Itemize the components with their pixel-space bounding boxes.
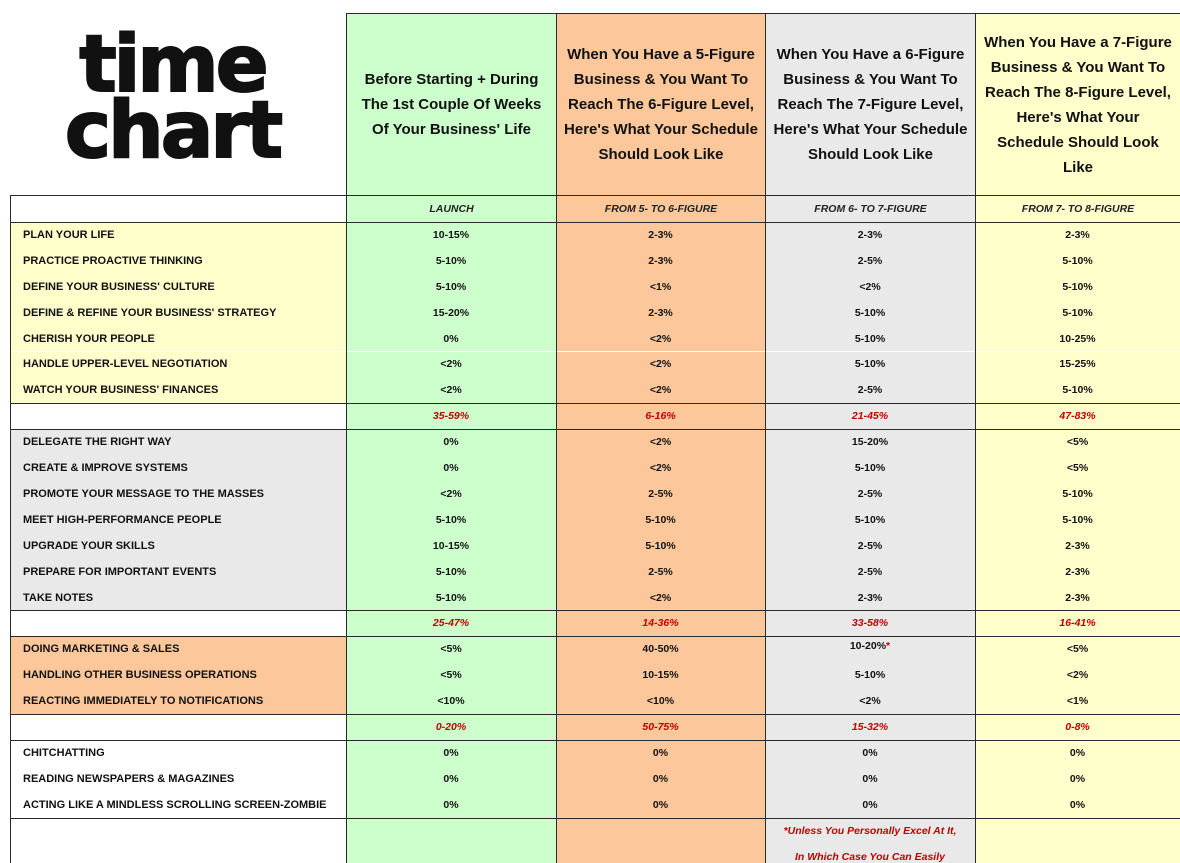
value-text: <10% — [646, 695, 675, 708]
row-value — [765, 740, 975, 766]
row-value — [975, 352, 1180, 378]
value-text: 2-3% — [1065, 539, 1090, 552]
value-text: <2% — [649, 436, 672, 449]
footer-cell — [346, 818, 556, 863]
row-label: DOING MARKETING & SALES — [10, 636, 346, 662]
row-value — [556, 636, 765, 662]
row-value — [975, 248, 1180, 274]
row-value — [975, 636, 1180, 662]
row-value — [346, 377, 556, 403]
value-text: 0% — [443, 798, 459, 811]
row-label: CHITCHATTING — [10, 740, 346, 766]
row-value — [765, 377, 975, 403]
grid-line — [10, 403, 1180, 404]
value-text: 5-10% — [1062, 254, 1093, 267]
footnote-marker: * — [886, 640, 891, 653]
footnote-text: *Unless You Personally Excel At It, — [783, 824, 957, 837]
row-label: MEET HIGH-PERFORMANCE PEOPLE — [10, 507, 346, 533]
row-label: HANDLE UPPER-LEVEL NEGOTIATION — [10, 352, 346, 378]
row-value — [346, 326, 556, 352]
value-text: 2-3% — [857, 228, 883, 241]
row-value — [346, 740, 556, 766]
footer-label-blank — [10, 818, 346, 863]
value-text: 5-10% — [1062, 513, 1093, 526]
value-text: <2% — [649, 591, 672, 604]
row-value — [346, 688, 556, 714]
logo-word-chart: chart — [64, 85, 281, 176]
value-text: 0% — [443, 772, 459, 785]
value-text: 10-15% — [642, 669, 679, 682]
row-value — [556, 481, 765, 507]
value-text: 2-5% — [857, 254, 883, 267]
row-value — [556, 662, 765, 688]
subtotal-value: 47-83% — [975, 403, 1180, 429]
row-value — [346, 792, 556, 818]
row-value — [975, 222, 1180, 248]
row-value — [346, 533, 556, 559]
value-text: 2-5% — [857, 384, 883, 397]
subtotal-value: 14-36% — [556, 611, 765, 637]
row-value — [975, 585, 1180, 611]
row-label: HANDLING OTHER BUSINESS OPERATIONS — [10, 662, 346, 688]
grid-line — [10, 740, 1180, 741]
value-text: <5% — [440, 669, 462, 682]
value-text: 15-20% — [432, 306, 470, 319]
row-value — [346, 352, 556, 378]
row-value — [346, 222, 556, 248]
value-text: <5% — [1066, 462, 1089, 475]
value-text: <2% — [649, 462, 672, 475]
value-text: 0% — [443, 436, 459, 449]
row-label: TAKE NOTES — [10, 585, 346, 611]
row-label: UPGRADE YOUR SKILLS — [10, 533, 346, 559]
value-text: 0% — [652, 746, 669, 759]
row-label: READING NEWSPAPERS & MAGAZINES — [10, 766, 346, 792]
footnote-cell — [765, 818, 975, 863]
row-value — [556, 222, 765, 248]
grid-line — [10, 714, 1180, 715]
row-value — [346, 455, 556, 481]
value-text: 2-3% — [1065, 565, 1090, 578]
value-text: 2-3% — [648, 306, 673, 319]
value-text: 10-20% — [849, 640, 887, 653]
grid-line — [10, 818, 1180, 819]
value-text: 2-5% — [857, 539, 883, 552]
column-header: When You Have a 6-Figure Business & You Want To Reach The 7-Figure Level, Here's What Your Schedule Should Look Like — [765, 13, 975, 195]
row-value — [765, 352, 975, 378]
value-text: 5-10% — [645, 539, 676, 552]
row-label: ACTING LIKE A MINDLESS SCROLLING SCREEN-ZOMBIE — [10, 792, 346, 818]
value-text: 0% — [1069, 798, 1086, 811]
row-value — [975, 429, 1180, 455]
row-value — [765, 766, 975, 792]
subtotal-value: 6-16% — [556, 403, 765, 429]
row-label: WATCH YOUR BUSINESS' FINANCES — [10, 377, 346, 403]
value-text: <5% — [1066, 436, 1089, 449]
subtotal-value: 15-32% — [765, 714, 975, 740]
value-text: 0% — [862, 746, 878, 759]
row-value — [556, 377, 765, 403]
row-label: PREPARE FOR IMPORTANT EVENTS — [10, 559, 346, 585]
column-header: Before Starting + During The 1st Couple Of Weeks Of Your Business' Life — [346, 13, 556, 195]
value-text: <1% — [1066, 695, 1089, 708]
row-value — [346, 481, 556, 507]
row-value — [975, 662, 1180, 688]
value-text: <2% — [859, 695, 881, 708]
footer-cell — [975, 818, 1180, 863]
value-text: 10-15% — [432, 228, 470, 241]
value-text: 5-10% — [1062, 306, 1093, 319]
row-value — [556, 740, 765, 766]
row-value — [765, 559, 975, 585]
subtotal-value: 50-75% — [556, 714, 765, 740]
value-text: 5-10% — [435, 254, 467, 267]
row-value — [765, 222, 975, 248]
row-value — [975, 481, 1180, 507]
row-label: CREATE & IMPROVE SYSTEMS — [10, 455, 346, 481]
row-value — [346, 300, 556, 326]
value-text: 5-10% — [1062, 384, 1093, 397]
row-value — [556, 559, 765, 585]
row-value — [765, 636, 975, 662]
row-value — [975, 507, 1180, 533]
value-text: 2-3% — [1065, 228, 1090, 241]
value-text: 5-10% — [854, 669, 886, 682]
value-text: <2% — [859, 280, 881, 293]
subheader-label-blank — [10, 196, 346, 222]
subtotal-value: 33-58% — [765, 611, 975, 637]
row-value — [346, 766, 556, 792]
row-value — [556, 326, 765, 352]
row-value — [556, 248, 765, 274]
value-text: <5% — [440, 643, 462, 656]
grid-line — [10, 429, 1180, 430]
value-text: 0% — [1069, 746, 1086, 759]
row-value — [556, 533, 765, 559]
row-value — [765, 688, 975, 714]
subtotal-value: 0-8% — [975, 714, 1180, 740]
row-value — [765, 274, 975, 300]
row-value — [975, 559, 1180, 585]
grid-line-top — [346, 13, 1180, 14]
grid-line-vertical — [10, 195, 11, 863]
subtotal-value: 0-20% — [346, 714, 556, 740]
row-value — [346, 636, 556, 662]
value-text: 0% — [443, 746, 459, 759]
row-value — [556, 792, 765, 818]
value-text: 2-3% — [1065, 591, 1090, 604]
value-text: 5-10% — [854, 358, 886, 371]
row-value — [975, 792, 1180, 818]
subtotal-value: 35-59% — [346, 403, 556, 429]
value-text: 0% — [1069, 772, 1086, 785]
row-value — [346, 585, 556, 611]
value-text: <2% — [440, 487, 462, 500]
value-text: 15-25% — [1059, 358, 1096, 371]
value-text: <5% — [1066, 643, 1089, 656]
subtotal-label-blank — [10, 403, 346, 429]
row-value — [765, 248, 975, 274]
value-text: <10% — [437, 695, 465, 708]
row-label: PROMOTE YOUR MESSAGE TO THE MASSES — [10, 481, 346, 507]
value-text: 2-3% — [857, 591, 883, 604]
logo-word-time: time — [79, 19, 266, 110]
column-subheader: FROM 6- TO 7-FIGURE — [765, 196, 975, 222]
row-label: CHERISH YOUR PEOPLE — [10, 326, 346, 352]
value-text: 40-50% — [642, 643, 679, 656]
subtotal-value: 16-41% — [975, 611, 1180, 637]
row-value — [556, 585, 765, 611]
column-subheader: FROM 5- TO 6-FIGURE — [556, 196, 765, 222]
row-value — [975, 300, 1180, 326]
row-value — [765, 792, 975, 818]
row-value — [765, 585, 975, 611]
row-value — [556, 455, 765, 481]
column-subheader: LAUNCH — [346, 196, 556, 222]
grid-line — [10, 610, 1180, 611]
row-value — [556, 766, 765, 792]
row-value — [765, 481, 975, 507]
row-value — [765, 429, 975, 455]
row-value — [346, 559, 556, 585]
row-value — [346, 507, 556, 533]
grid-line-vertical — [556, 13, 557, 863]
column-subheader: FROM 7- TO 8-FIGURE — [975, 196, 1180, 222]
row-value — [975, 688, 1180, 714]
value-text: <2% — [649, 332, 672, 345]
row-value — [765, 507, 975, 533]
value-text: 5-10% — [854, 332, 886, 345]
value-text: 5-10% — [435, 565, 467, 578]
row-value — [975, 377, 1180, 403]
value-text: <2% — [1066, 669, 1089, 682]
value-text: 2-5% — [857, 565, 883, 578]
grid-line — [10, 195, 1180, 196]
row-value — [975, 326, 1180, 352]
row-value — [556, 274, 765, 300]
row-value — [765, 455, 975, 481]
value-text: 5-10% — [854, 462, 886, 475]
subtotal-label-blank — [10, 611, 346, 637]
value-text: 5-10% — [435, 280, 467, 293]
row-value — [346, 429, 556, 455]
value-text: 5-10% — [645, 513, 676, 526]
row-value — [975, 533, 1180, 559]
value-text: 5-10% — [1062, 280, 1093, 293]
value-text: 0% — [652, 798, 669, 811]
column-header: When You Have a 7-Figure Business & You Want To Reach The 8-Figure Level, Here's What Your Schedule Should Look Like — [975, 13, 1180, 195]
row-label: PLAN YOUR LIFE — [10, 222, 346, 248]
value-text: 0% — [443, 462, 459, 475]
value-text: <2% — [440, 384, 462, 397]
footnote-text: In Which Case You Can Easily — [795, 850, 945, 863]
subtotal-value: 21-45% — [765, 403, 975, 429]
value-text: 5-10% — [435, 513, 467, 526]
footer-cell — [556, 818, 765, 863]
value-text: 0% — [862, 798, 878, 811]
value-text: 5-10% — [854, 513, 886, 526]
row-value — [765, 533, 975, 559]
value-text: 2-5% — [648, 565, 673, 578]
grid-line — [10, 636, 1180, 637]
row-value — [346, 274, 556, 300]
value-text: 10-25% — [1059, 332, 1096, 345]
row-value — [556, 507, 765, 533]
row-value — [765, 662, 975, 688]
grid-line-vertical — [765, 13, 766, 863]
grid-line — [10, 222, 1180, 223]
value-text: 0% — [862, 772, 878, 785]
value-text: 0% — [652, 772, 669, 785]
time-chart-logo — [0, 0, 345, 195]
row-value — [975, 274, 1180, 300]
row-value — [765, 326, 975, 352]
value-text: 2-5% — [857, 487, 883, 500]
row-value — [556, 352, 765, 378]
row-label: PRACTICE PROACTIVE THINKING — [10, 248, 346, 274]
value-text: <2% — [649, 384, 672, 397]
value-text: <2% — [649, 358, 672, 371]
row-value — [556, 688, 765, 714]
value-text: <2% — [440, 358, 462, 371]
grid-line-vertical — [346, 13, 347, 863]
value-text: 2-5% — [648, 487, 673, 500]
value-text: <1% — [649, 280, 672, 293]
row-value — [556, 429, 765, 455]
value-text: 15-20% — [851, 436, 889, 449]
subtotal-value: 25-47% — [346, 611, 556, 637]
row-value — [975, 455, 1180, 481]
row-value — [975, 766, 1180, 792]
value-text: 5-10% — [435, 591, 467, 604]
value-text: 2-3% — [648, 228, 673, 241]
value-text: 2-3% — [648, 254, 673, 267]
value-text: 10-15% — [432, 539, 470, 552]
grid-line-vertical — [975, 13, 976, 863]
row-label: DEFINE YOUR BUSINESS' CULTURE — [10, 274, 346, 300]
row-label: DEFINE & REFINE YOUR BUSINESS' STRATEGY — [10, 300, 346, 326]
row-value — [556, 300, 765, 326]
row-value — [346, 248, 556, 274]
value-text: 0% — [443, 332, 459, 345]
column-header: When You Have a 5-Figure Business & You Want To Reach The 6-Figure Level, Here's What Your Schedule Should Look Like — [556, 13, 765, 195]
row-value — [765, 300, 975, 326]
subtotal-label-blank — [10, 714, 346, 740]
row-label: DELEGATE THE RIGHT WAY — [10, 429, 346, 455]
row-label: REACTING IMMEDIATELY TO NOTIFICATIONS — [10, 688, 346, 714]
value-text: 5-10% — [1062, 487, 1093, 500]
row-value — [975, 740, 1180, 766]
value-text: 5-10% — [854, 306, 886, 319]
row-value — [346, 662, 556, 688]
